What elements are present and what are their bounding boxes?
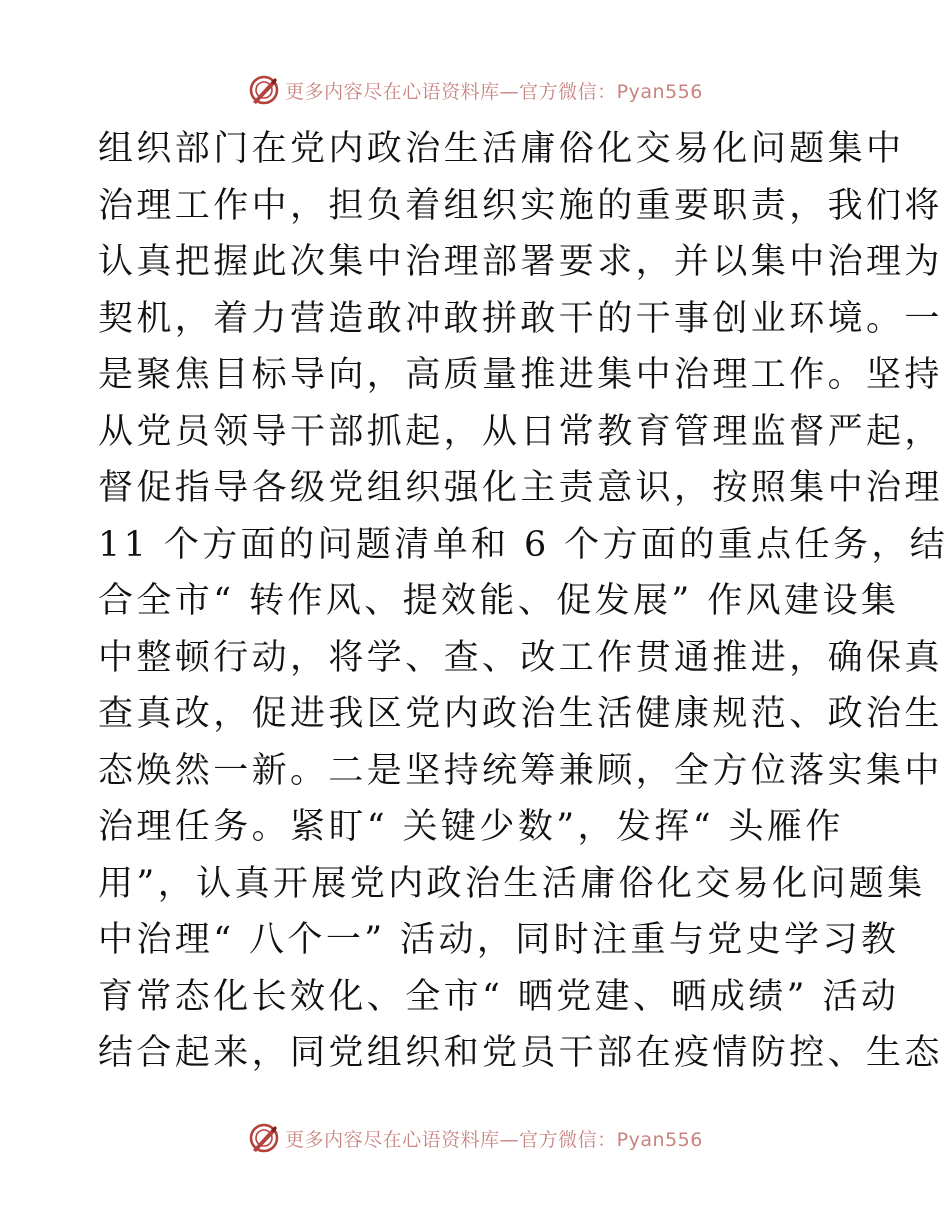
- watermark-text: 更多内容尽在心语资料库—官方微信：Pyan556: [285, 80, 703, 103]
- body-line: 认真把握此次集中治理部署要求，并以集中治理为: [98, 242, 943, 282]
- body-line: 查真改，促进我区党内政治生活健康规范、政治生: [98, 694, 943, 734]
- document-body: [98, 121, 949, 1082]
- body-line: 督促指导各级党组织强化主责意识，按照集中治理: [98, 468, 943, 508]
- header-watermark: [0, 70, 950, 110]
- body-line: 组织部门在党内政治生活庸俗化交易化问题集中: [98, 129, 905, 169]
- body-line: 合全市“ 转作风、提效能、促发展” 作风建设集: [98, 581, 900, 621]
- body-line: 是聚焦目标导向，高质量推进集中治理工作。坚持: [98, 355, 943, 395]
- pen-circle-logo-icon: [247, 1121, 281, 1155]
- footer-watermark: [0, 1118, 950, 1158]
- body-line: 结合起来，同党组织和党员干部在疫情防控、生态: [98, 1033, 943, 1073]
- pen-circle-logo-icon: [247, 73, 281, 107]
- body-line: 中治理“ 八个一” 活动，同时注重与党史学习教: [98, 920, 900, 960]
- watermark-text: 更多内容尽在心语资料库—官方微信：Pyan556: [285, 1128, 703, 1151]
- body-line: 治理工作中，担负着组织实施的重要职责，我们将: [98, 185, 943, 226]
- body-line: 11 个方面的问题清单和 6 个方面的重点任务，结: [98, 524, 949, 565]
- body-line: 中整顿行动，将学、查、改工作贯通推进，确保真: [98, 637, 943, 678]
- body-line: 从党员领导干部抓起，从日常教育管理监督严起，: [98, 411, 943, 452]
- body-line: 契机，着力营造敢冲敢拼敢干的干事创业环境。一: [98, 298, 943, 339]
- body-line: 育常态化长效化、全市“ 晒党建、晒成绩” 活动: [98, 976, 900, 1017]
- body-line: 用”，认真开展党内政治生活庸俗化交易化问题集: [98, 863, 926, 904]
- body-line: 态焕然一新。二是坚持统筹兼顾，全方位落实集中: [98, 750, 943, 791]
- body-line: 治理任务。紧盯“ 关键少数”，发挥“ 头雁作: [98, 807, 844, 847]
